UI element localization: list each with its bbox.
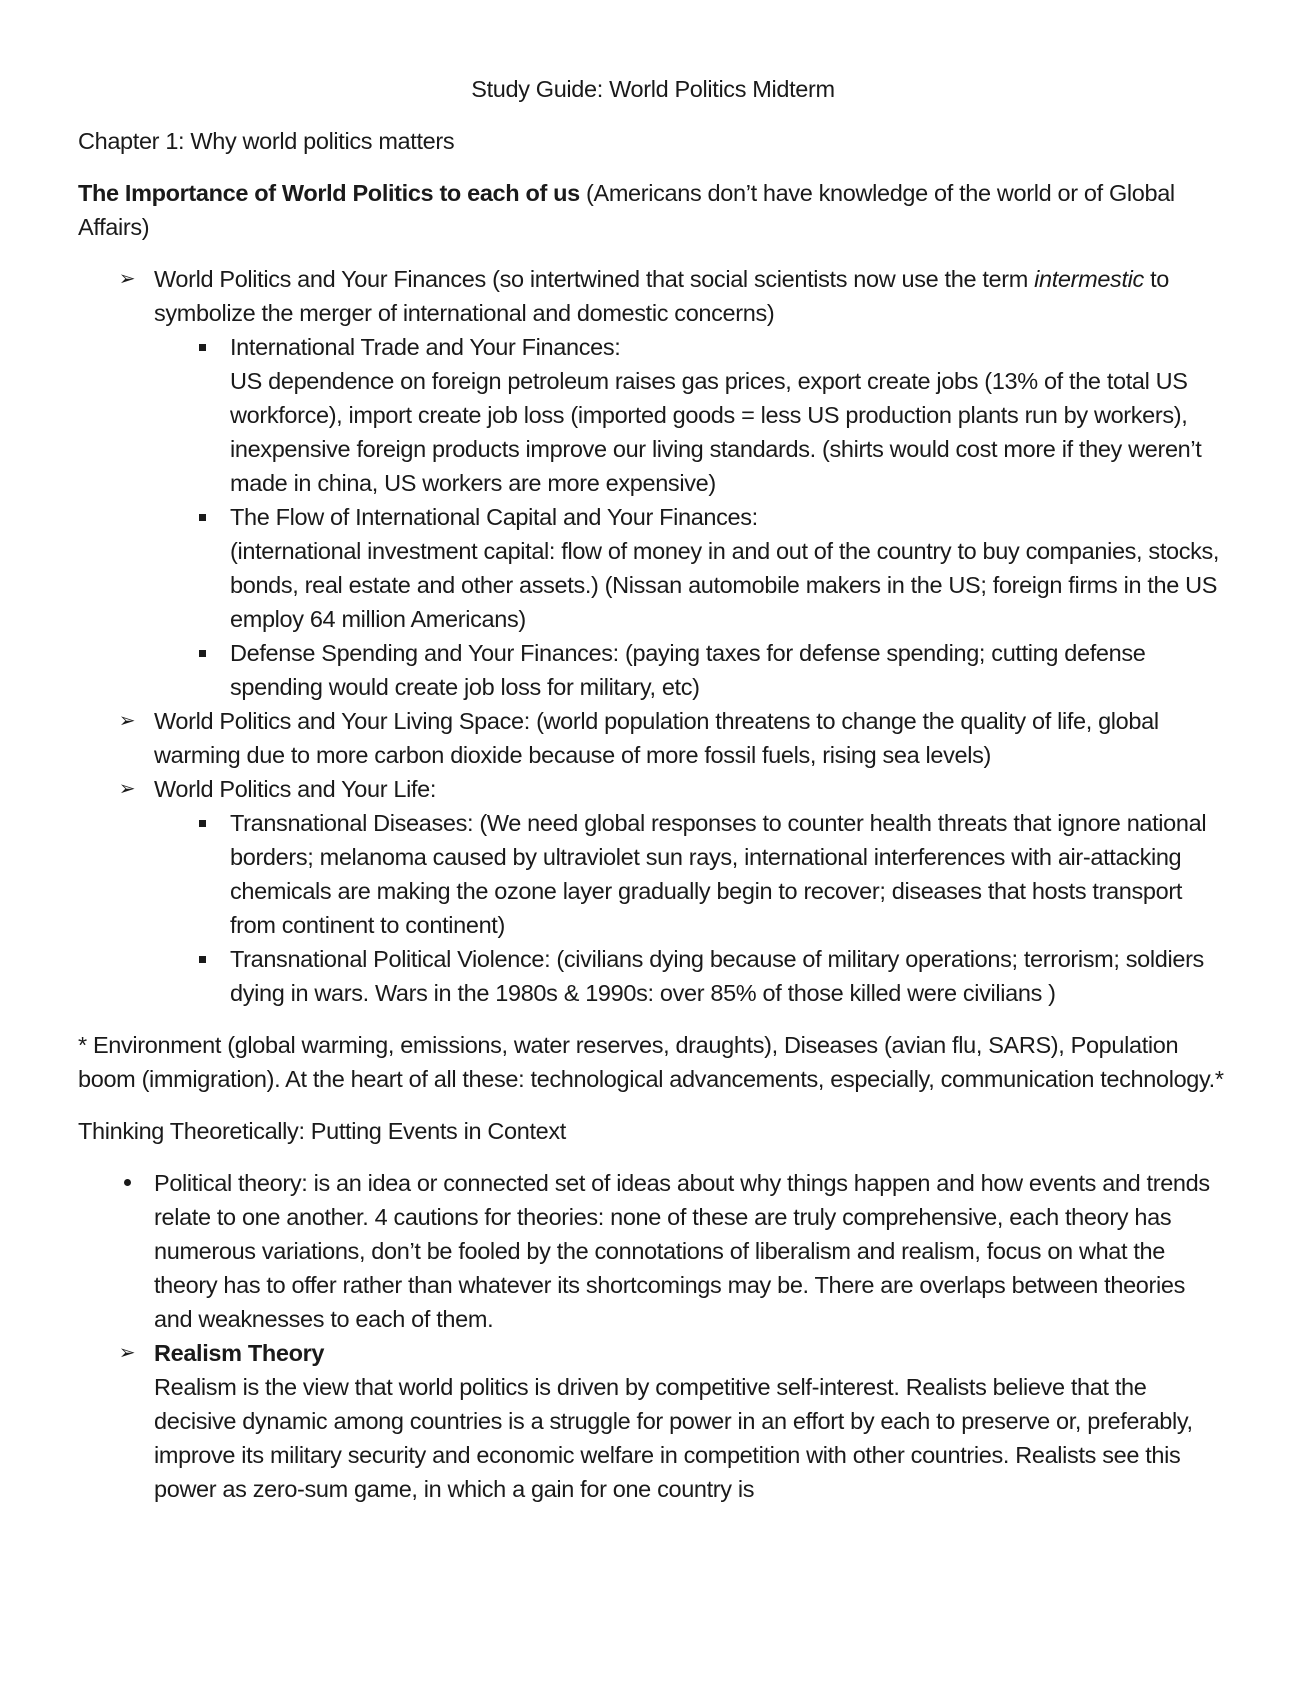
- list-item-your-life: [78, 772, 1228, 806]
- your-life-heading: World Politics and Your Life:: [154, 776, 437, 802]
- chapter-heading: Chapter 1: Why world politics matters: [78, 128, 455, 154]
- list-item-finances: [78, 262, 1228, 330]
- violence-text: Transnational Political Violence: (civilians dying because of military operations; terrorism; soldiers dying in wars. Wars in the 1980s & 1990s: over 85% of those killed were civilians ): [230, 946, 1204, 1006]
- trade-heading: International Trade and Your Finances:: [230, 334, 621, 360]
- square-bullet-icon: [190, 330, 214, 364]
- list-item-transnational-diseases: [78, 806, 1228, 942]
- document-title: Study Guide: World Politics Midterm: [471, 76, 835, 102]
- finances-list: [78, 262, 1228, 1010]
- arrow-bullet-icon: ➢: [118, 268, 136, 290]
- realism-body: Realism is the view that world politics is driven by competitive self-interest. Realists believe that the decisive dynamic among countries is a struggle for power in an effort by each to preserve or, preferably, improve its military security and economic welfare in competition with other countries. Realists see this power as zero-sum game, in which a gain for one country is: [154, 1374, 1193, 1502]
- list-item-international-capital: [78, 500, 1228, 636]
- square-bullet-icon: [190, 806, 214, 840]
- list-item-realism: [78, 1336, 1228, 1506]
- capital-body: (international investment capital: flow of money in and out of the country to buy companies, stocks, bonds, real estate and other assets.) (Nissan automobile makers in the US; foreign firms in the US employ 64 million Americans): [230, 538, 1220, 632]
- list-item-political-violence: [78, 942, 1228, 1010]
- diseases-text: Transnational Diseases: (We need global responses to counter health threats that ignore national borders; melanoma caused by ultraviolet sun rays, international interferences with air-attacking chemicals are making the ozone layer gradually begin to recover; diseases that hosts transport from continent to continent): [230, 810, 1207, 938]
- political-theory-text: Political theory: is an idea or connected set of ideas about why things happen and how events and trends relate to one another. 4 cautions for theories: none of these are truly comprehensive, each theory has numerous variations, don’t be fooled by the connotations of liberalism and realism, focus on what the theory has to offer rather than whatever its shortcomings may be. There are overlaps between theories and weaknesses to each of them.: [154, 1170, 1210, 1332]
- list-item-political-theory: [78, 1166, 1228, 1336]
- square-bullet-icon: [190, 500, 214, 534]
- importance-rest: (Americans don’t have knowledge of the world or of Global Affairs): [78, 180, 1175, 240]
- living-space-text: World Politics and Your Living Space: (world population threatens to change the quality of life, global warming due to more carbon dioxide because of more fossil fuels, rising sea levels): [154, 708, 1159, 768]
- thinking-heading: Thinking Theoretically: Putting Events in Context: [78, 1118, 566, 1144]
- list-item-defense-spending: [78, 636, 1228, 704]
- arrow-bullet-icon: ➢: [118, 778, 136, 800]
- capital-heading: The Flow of International Capital and Your Finances:: [230, 504, 758, 530]
- arrow-bullet-icon: ➢: [118, 1342, 136, 1364]
- intermestic-term: intermestic: [1034, 266, 1144, 292]
- round-bullet-icon: [115, 1166, 139, 1200]
- finances-pre: World Politics and Your Finances (so intertwined that social scientists now use the term: [154, 266, 1035, 292]
- square-bullet-icon: [190, 636, 214, 670]
- arrow-bullet-icon: ➢: [118, 710, 136, 732]
- importance-paragraph: [78, 176, 1228, 244]
- square-bullet-icon: [190, 942, 214, 976]
- list-item-living-space: [78, 704, 1228, 772]
- document-body: [78, 72, 1228, 1506]
- finances-post: to symbolize the merger of international and domestic concerns): [154, 266, 1169, 326]
- importance-bold: The Importance of World Politics to each of us: [78, 180, 580, 206]
- environment-note: * Environment (global warming, emissions, water reserves, draughts), Diseases (avian flu, SARS), Population boom (immigration). At the heart of all these: technological advancements, especially, communication technology.*: [78, 1032, 1224, 1092]
- trade-body: US dependence on foreign petroleum raises gas prices, export create jobs (13% of the total US workforce), import create job loss (imported goods = less US production plants run by workers), inexpensive foreign products improve our living standards. (shirts would cost more if they weren’t made in china, US workers are more expensive): [230, 368, 1202, 496]
- realism-heading: Realism Theory: [154, 1340, 325, 1366]
- list-item-international-trade: [78, 330, 1228, 500]
- defense-text: Defense Spending and Your Finances: (paying taxes for defense spending; cutting defense spending would create job loss for military, etc): [230, 640, 1146, 700]
- theory-list: [78, 1166, 1228, 1506]
